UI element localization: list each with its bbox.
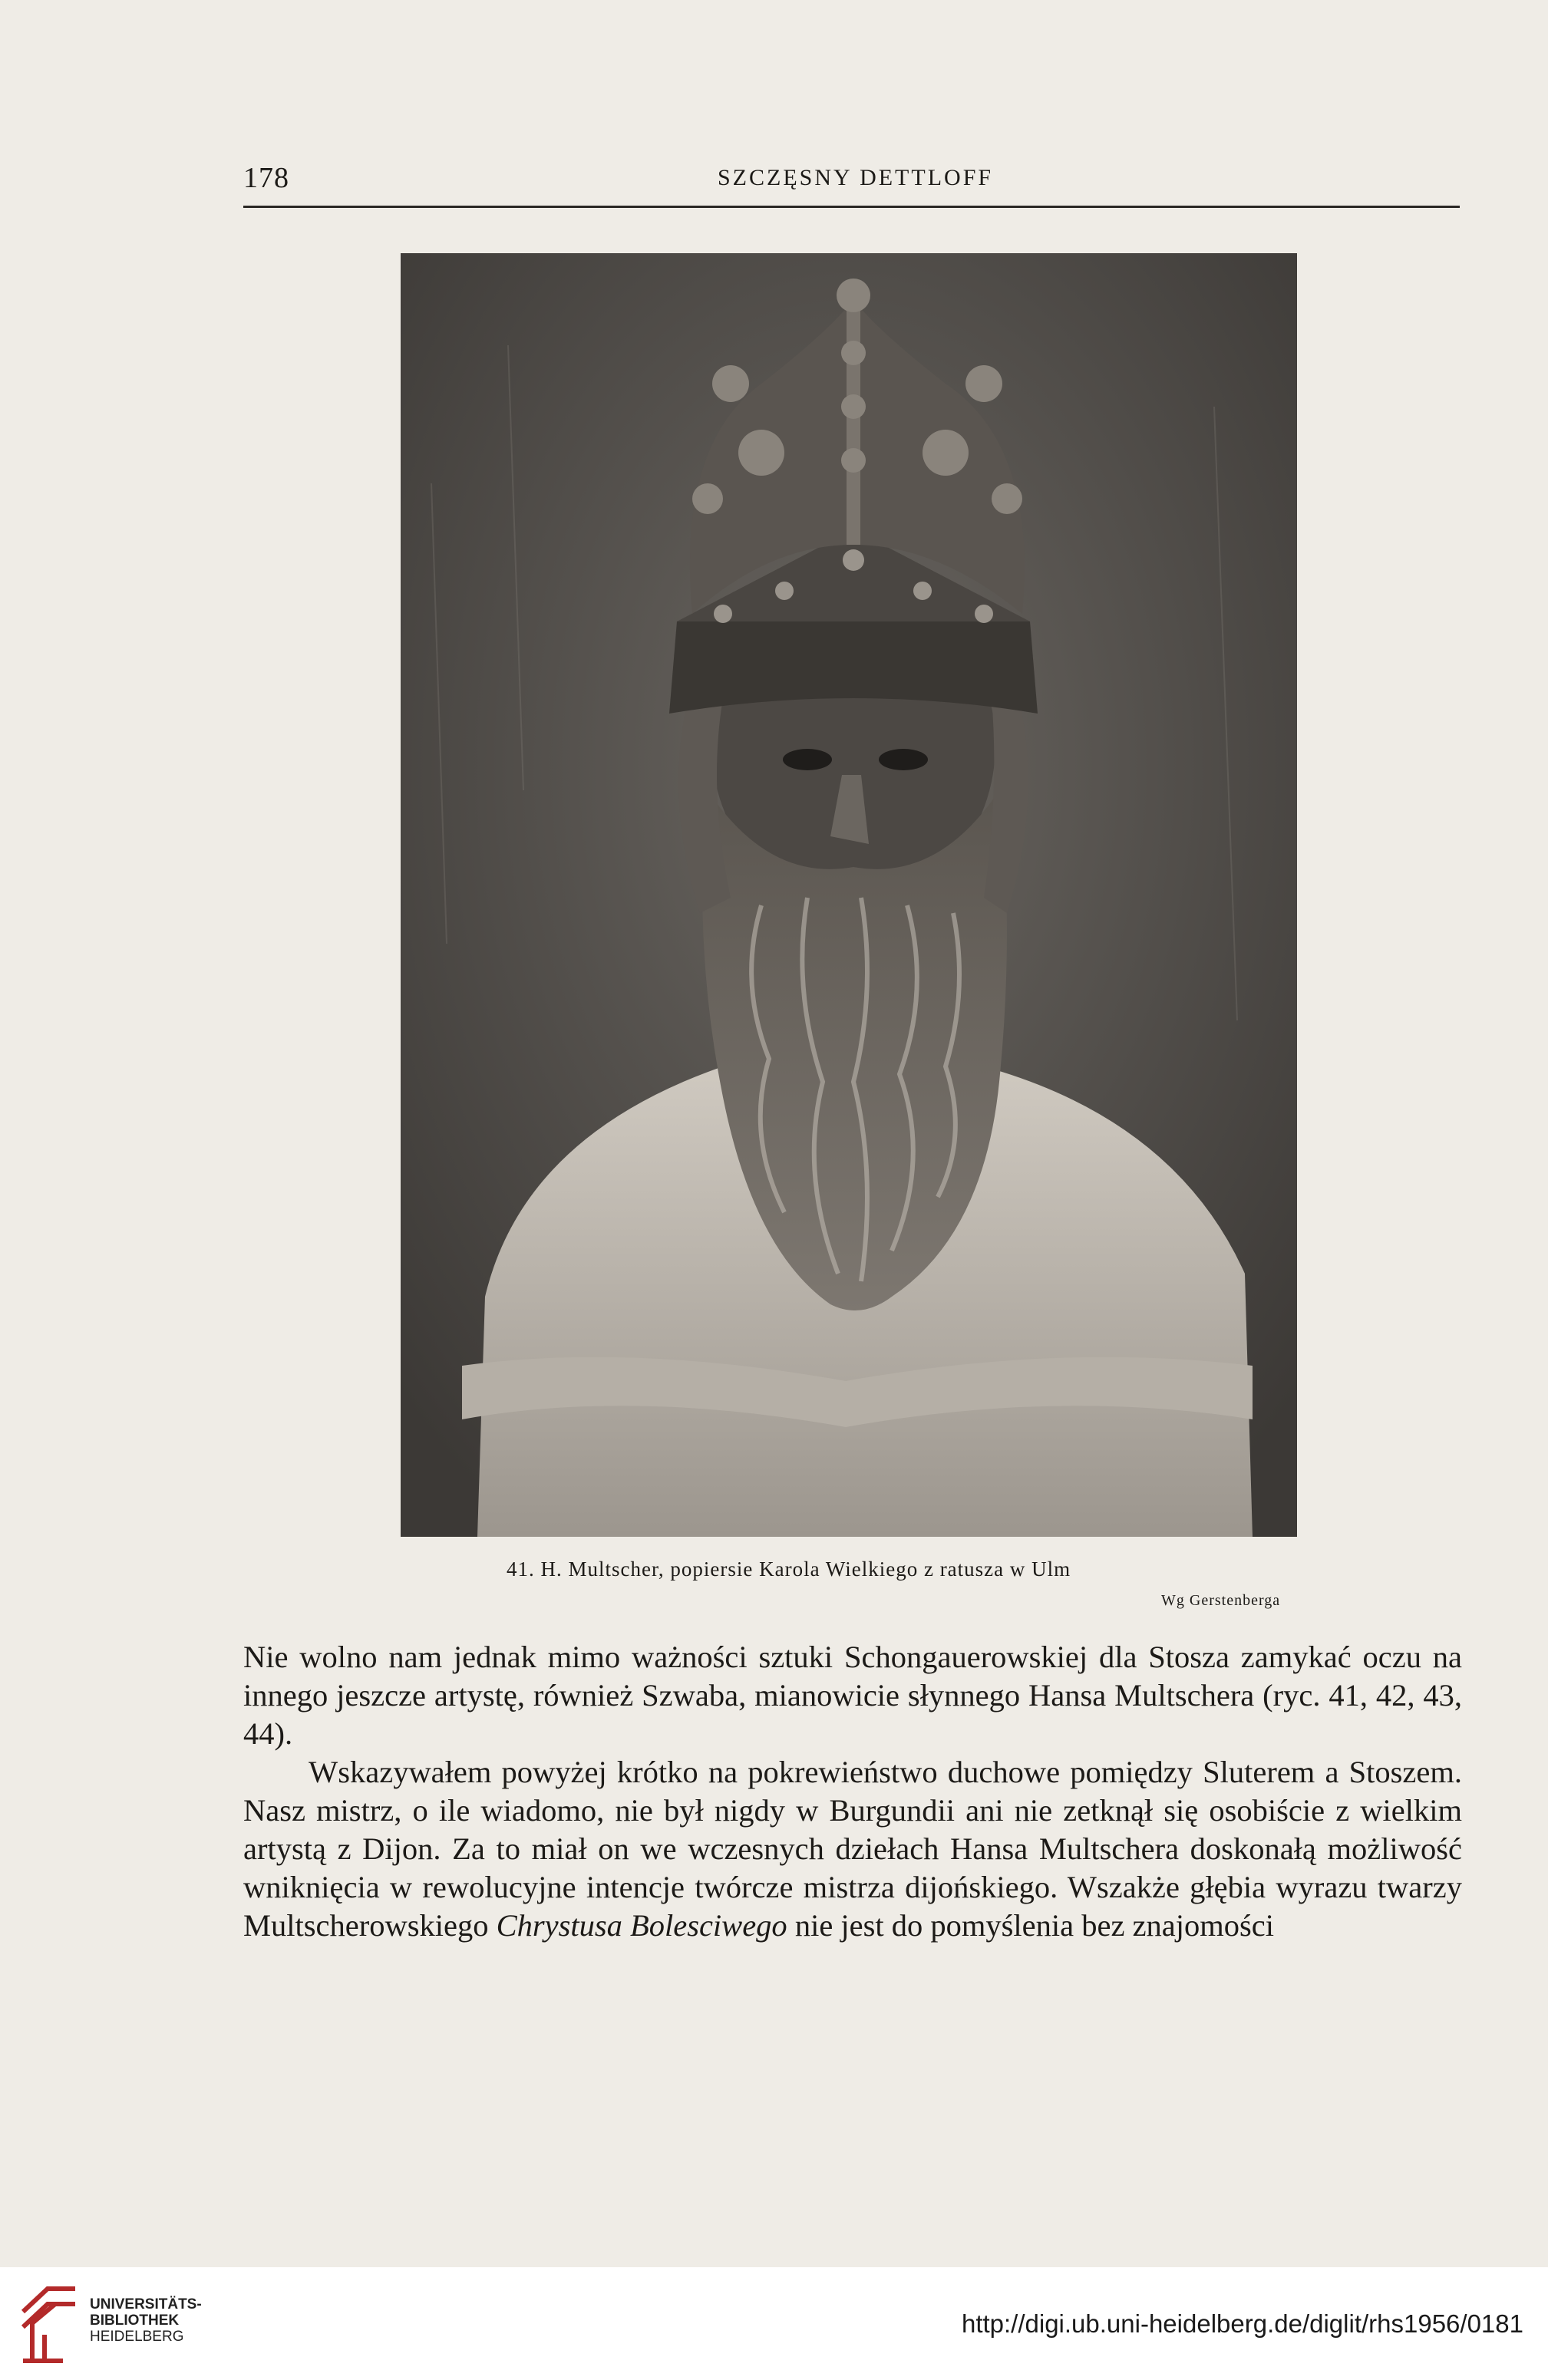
bust-illustration xyxy=(401,253,1297,1537)
logo-line-3: HEIDELBERG xyxy=(90,2329,184,2345)
paragraph-2-italic-title: Chrystusa Bolesciwego xyxy=(496,1908,787,1943)
logo-line-2: BIBLIOTHEK xyxy=(90,2312,180,2329)
paragraph-2-part-b: nie jest do pomyślenia bez znajomości xyxy=(787,1908,1275,1943)
figure-photo xyxy=(401,253,1297,1537)
paragraph-2-part-a: Wskazywałem powyżej krótko na pokrewieństwo duchowe pomiędzy Sluterem a Stoszem. Nasz mistrz, o ile wiadomo, nie był nigdy w Burgundii ani nie zetknął się osobiście z wielkim artystą z Dijon. Za to miał on we wczesnych dziełach Hansa Multschera doskonałą możliwość wniknięcia w rewolucyjne intencje twórcze mistrza dijońskiego. Wszakże głębia wyrazu twarzy Multscherowskiego xyxy=(243,1755,1462,1943)
paragraph-1: Nie wolno nam jednak mimo ważności sztuki Schongauerowskiej dla Stosza zamykać oczu na innego jeszcze artystę, również Szwaba, mianowicie słynnego Hansa Multschera (ryc. 41, 42, 43, 44). xyxy=(243,1640,1462,1751)
paragraph-2 xyxy=(243,1753,1462,1945)
library-logo-text xyxy=(90,2296,202,2345)
footer-bar xyxy=(0,2267,1548,2380)
source-url-link[interactable]: http://digi.ub.uni-heidelberg.de/diglit/rhs1956/0181 xyxy=(961,2309,1523,2338)
running-head: SZCZĘSNY DETTLOFF xyxy=(718,165,994,190)
logo-line-1: UNIVERSITÄTS- xyxy=(90,2296,202,2312)
figure-credit: Wg Gerstenberga xyxy=(1161,1592,1281,1609)
library-logo-icon xyxy=(17,2281,81,2367)
figure-caption: 41. H. Multscher, popiersie Karola Wielkiego z ratusza w Ulm xyxy=(507,1558,1071,1581)
body-text xyxy=(243,1638,1462,1945)
page-number: 178 xyxy=(243,162,289,194)
header-rule xyxy=(243,206,1460,208)
